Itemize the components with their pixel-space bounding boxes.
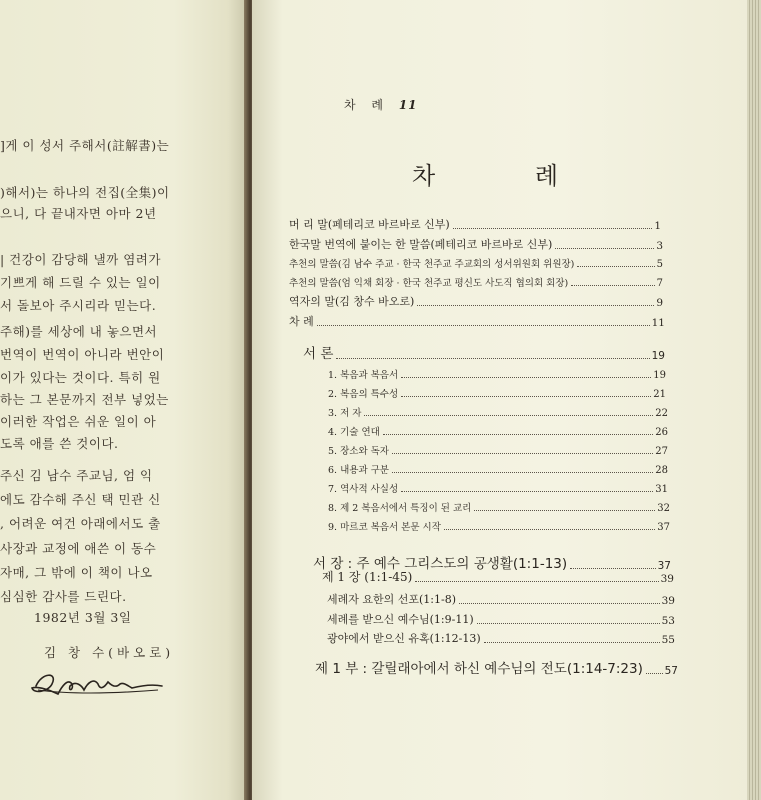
running-header-page: 11 [398,98,418,112]
preface-line: 심심한 감사를 드린다. [0,589,127,604]
running-header [344,96,418,113]
toc-subentry: 광야에서 받으신 유혹(1:12-13) 55 [327,632,675,646]
preface-line: 하는 그 본문까지 전부 넣었는 [0,392,169,407]
page-stack-edge [747,0,761,800]
toc-section: 서 장 : 주 예수 그리스도의 공생활(1:1-13) 37 [313,556,671,572]
toc-title: 차 례 [412,162,604,190]
preface-line: , 어려운 여건 아래에서도 출 [0,516,161,531]
preface-line: 주해)를 세상에 내 놓으면서 [0,324,158,339]
toc-subentry: 5. 장소와 독자 27 [328,446,668,457]
preface-line: 서 돌보아 주시리라 믿는다. [0,298,157,313]
left-page [0,0,248,800]
preface-line: | 건강이 감당해 낼까 염려가 [0,252,161,267]
toc-subentry: 1. 복음과 복음서 19 [328,370,666,381]
preface-line: 이러한 작업은 쉬운 일이 아 [0,414,157,429]
preface-line: 사장과 교정에 애쓴 이 동수 [0,541,157,556]
toc-entry: 역자의 말(김 창수 바오로) 9 [289,295,663,309]
preface-line: 에도 감수해 주신 택 민관 신 [0,492,161,507]
toc-section: 서 론 19 [303,346,665,362]
toc-chapter: 제 1 장 (1:1-45) 39 [322,570,674,585]
toc-section: 제 1 부 : 갈릴래아에서 하신 예수님의 전도(1:14-7:23) 57 [315,661,678,677]
preface-line: 이가 있다는 것이다. 특히 원 [0,370,161,385]
toc-subentry: 8. 제 2 복음서에서 특징이 된 교리 32 [328,503,670,514]
author-signature [28,664,168,704]
preface-date: 1982년 3월 3일 [34,610,132,625]
preface-line: 자매, 그 밖에 이 책이 나오 [0,565,153,580]
right-page [252,0,761,800]
toc-subentry: 세례를 받으신 예수님(1:9-11) 53 [327,613,675,627]
toc-subentry: 4. 기술 연대 26 [328,427,668,438]
preface-line: 기쁘게 해 드릴 수 있는 일이 [0,275,161,290]
running-header-title: 차 례 [344,98,389,112]
toc-subentry: 9. 마르코 복음서 본문 시작 37 [328,522,670,533]
preface-line: 도록 애를 쓴 것이다. [0,436,119,451]
preface-line: 으니, 다 끝내자면 아마 2년 [0,206,157,221]
preface-line: )해서)는 하나의 전집(全集)이 [0,185,170,200]
toc-subentry: 3. 저 자 22 [328,408,668,419]
toc-entry: 차 례 11 [289,315,665,329]
toc-entry: 한국말 번역에 붙이는 한 말씀(페테리코 바르바로 신부) 3 [289,238,663,252]
toc-subentry: 7. 역사적 사실성 31 [328,484,668,495]
toc-entry: 추천의 말씀(엄 익채 회장 · 한국 천주교 평신도 사도직 협의회 회장) 7 [289,278,663,289]
preface-line: ]게 이 성서 주해서(註解書)는 [0,138,170,153]
toc-entry: 머 리 말(페테리코 바르바로 신부) 1 [289,218,661,232]
preface-line: 번역이 번역이 아니라 번안이 [0,347,165,362]
preface-author: 김 창 수(바오로) [44,645,175,660]
toc-entry: 추천의 말씀(김 남수 주교 · 한국 천주교 주교회의 성서위원회 위원장) 5 [289,259,663,270]
toc-subentry: 세례자 요한의 선포(1:1-8) 39 [327,593,675,607]
preface-line: 주신 김 남수 주교님, 엄 익 [0,468,153,483]
toc-subentry: 6. 내용과 구분 28 [328,465,668,476]
toc-subentry: 2. 복음의 특수성 21 [328,389,666,400]
